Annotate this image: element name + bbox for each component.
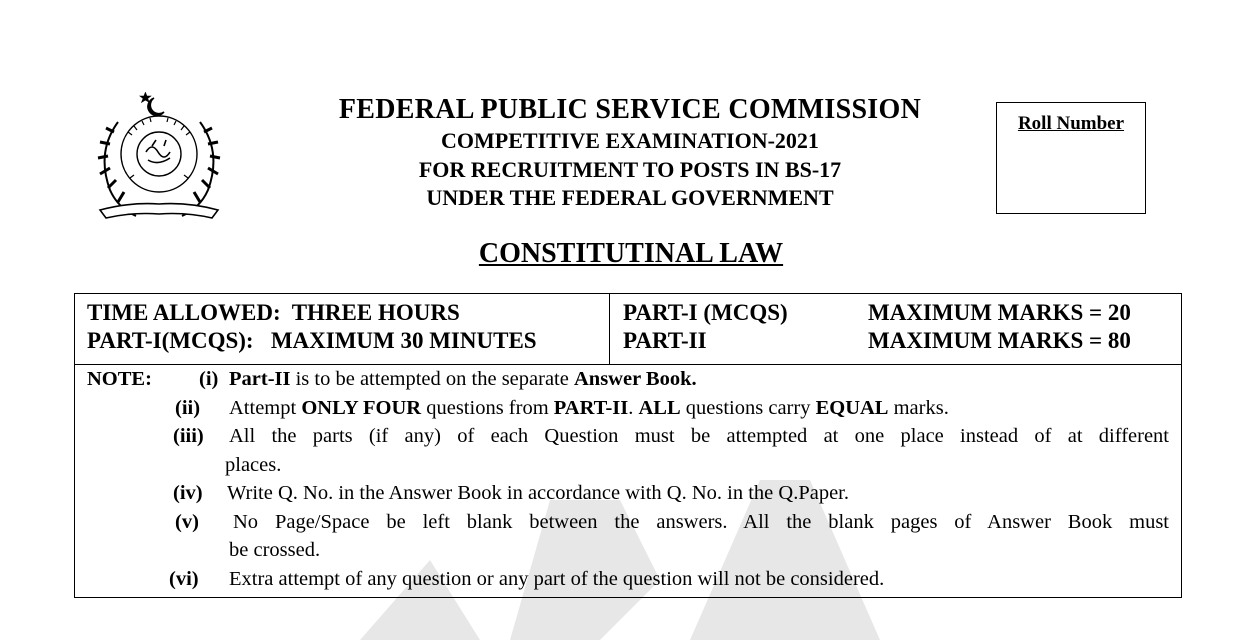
note-emphasis: Part-II xyxy=(229,368,291,390)
note-item-2 xyxy=(229,397,949,420)
note-item-5-line1: No Page/Space be left blank between the answers. All the blank pages of Answer Book must xyxy=(233,511,1169,533)
notes-box xyxy=(74,364,1182,598)
table-divider xyxy=(609,294,610,364)
note-emphasis: ONLY FOUR xyxy=(301,397,422,419)
recruitment-line: FOR RECRUITMENT TO POSTS IN BS-17 xyxy=(418,157,842,182)
note-item-5-line2: be crossed. xyxy=(229,539,321,561)
note-emphasis: PART-II xyxy=(553,397,629,419)
note-item-1 xyxy=(229,368,697,391)
note-item-3-line1: All the parts (if any) of each Question must be attempted at one place instead of at different xyxy=(229,425,1169,447)
part1-label: PART-I (MCQS) xyxy=(623,300,788,325)
commission-title: FEDERAL PUBLIC SERVICE COMMISSION xyxy=(338,94,922,125)
roll-number-label: Roll Number xyxy=(1017,113,1125,134)
note-number: (iii) xyxy=(173,425,204,447)
subject-title: CONSTITUTINAL LAW xyxy=(478,238,784,269)
note-text: is to be attempted on the separate xyxy=(290,368,574,390)
time-allowed: TIME ALLOWED: THREE HOURS xyxy=(87,300,460,325)
note-text: questions from xyxy=(421,397,554,419)
note-emphasis: Answer Book. xyxy=(573,368,697,390)
fpsc-seal-logo xyxy=(78,92,240,226)
note-emphasis: EQUAL xyxy=(815,397,889,419)
roll-number-box xyxy=(996,102,1146,214)
mcq-time: PART-I(MCQS): MAXIMUM 30 MINUTES xyxy=(87,328,537,353)
part1-marks: MAXIMUM MARKS = 20 xyxy=(868,300,1131,325)
time-marks-table xyxy=(74,293,1182,365)
note-number: (ii) xyxy=(175,397,201,419)
note-text: questions carry xyxy=(680,397,816,419)
note-text: Attempt xyxy=(229,397,302,419)
note-item-3-line2: places. xyxy=(225,454,282,476)
government-line: UNDER THE FEDERAL GOVERNMENT xyxy=(426,185,834,210)
note-number: (v) xyxy=(175,511,199,533)
part2-marks: MAXIMUM MARKS = 80 xyxy=(868,328,1131,353)
note-number: (i) xyxy=(199,368,219,390)
note-item-6: Extra attempt of any question or any part of the question will not be considered. xyxy=(229,568,885,590)
note-emphasis: ALL xyxy=(638,397,681,419)
note-text: . xyxy=(628,397,639,419)
note-number: (vi) xyxy=(169,568,199,590)
note-number: (iv) xyxy=(173,482,203,504)
note-heading: NOTE: xyxy=(87,368,152,390)
note-text: marks. xyxy=(888,397,949,419)
exam-title: COMPETITIVE EXAMINATION-2021 xyxy=(441,128,819,153)
part2-label: PART-II xyxy=(623,328,707,353)
note-item-4: Write Q. No. in the Answer Book in accordance with Q. No. in the Q.Paper. xyxy=(227,482,850,504)
